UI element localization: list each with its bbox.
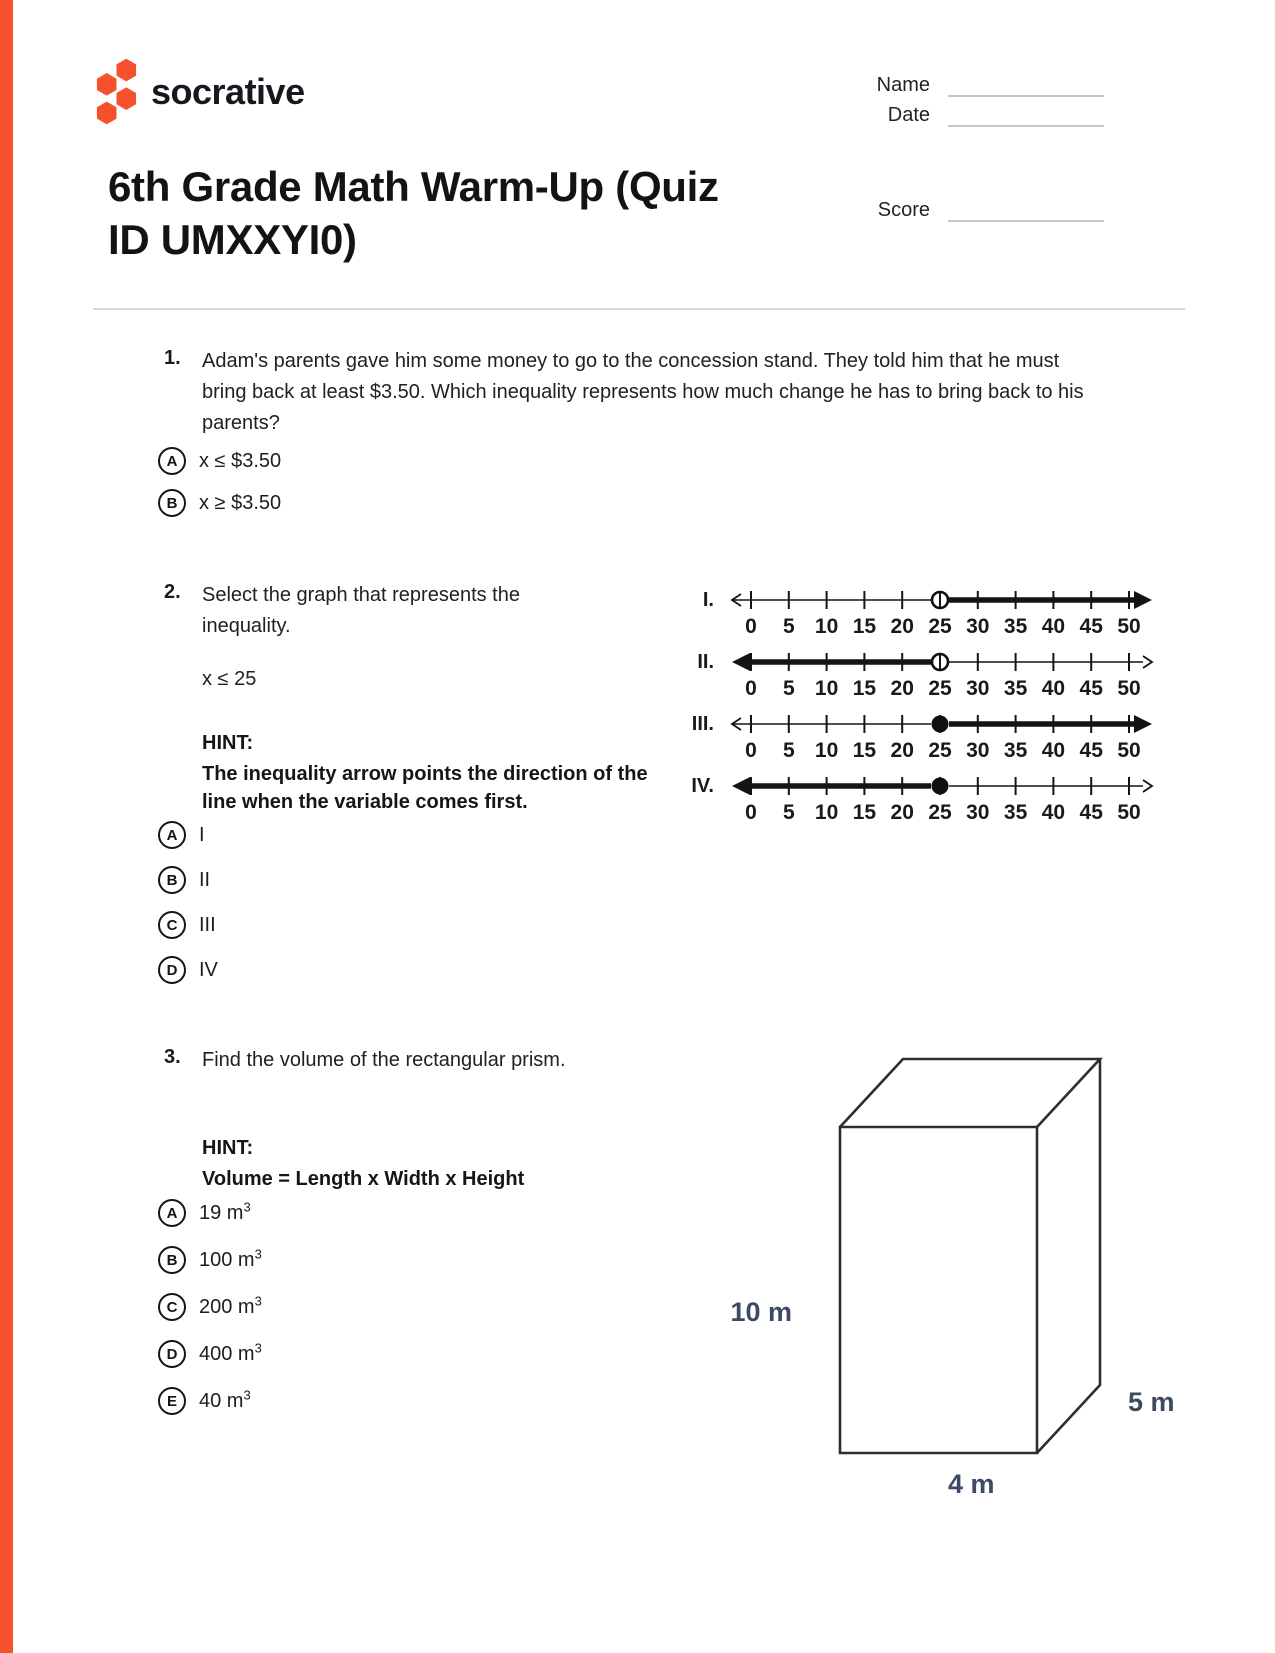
svg-text:5: 5 — [782, 677, 795, 700]
svg-text:5: 5 — [782, 739, 795, 762]
option-bubble[interactable]: B — [158, 866, 186, 894]
prism-depth-label: 5 m — [1128, 1387, 1175, 1417]
number-line-graph — [722, 650, 1162, 700]
socrative-hexagons-icon — [96, 58, 137, 125]
date-label: Date — [887, 104, 930, 126]
q3-hint-text: Volume = Length x Width x Height — [202, 1168, 525, 1190]
option-b[interactable] — [158, 1246, 262, 1274]
svg-text:5: 5 — [782, 801, 795, 824]
option-a[interactable] — [158, 1199, 262, 1227]
rectangular-prism-figure — [700, 1040, 1220, 1510]
number-line-II — [658, 650, 1162, 700]
option-label: 100 $m^3$ — [199, 1245, 262, 1271]
svg-text:40: 40 — [1041, 615, 1066, 638]
number-line-graph — [722, 588, 1162, 638]
svg-text:45: 45 — [1079, 739, 1103, 762]
svg-text:30: 30 — [966, 677, 990, 700]
number-line-graph — [722, 712, 1162, 762]
page-title — [108, 160, 719, 266]
option-label: 19 $m^3$ — [199, 1198, 251, 1224]
svg-text:35: 35 — [1003, 615, 1028, 638]
svg-text:45: 45 — [1079, 615, 1103, 638]
svg-text:15: 15 — [852, 739, 877, 762]
option-bubble[interactable]: A — [158, 821, 186, 849]
svg-text:20: 20 — [890, 739, 914, 762]
score-input-line[interactable] — [948, 198, 1104, 222]
date-field — [858, 103, 1104, 127]
svg-text:45: 45 — [1079, 801, 1103, 824]
option-bubble[interactable]: C — [158, 1293, 186, 1321]
q1-number: 1. — [164, 347, 181, 369]
prism-height-label: 10 m — [730, 1297, 792, 1327]
number-line-IV — [658, 774, 1162, 824]
svg-text:25: 25 — [928, 677, 952, 700]
option-bubble[interactable]: B — [158, 1246, 186, 1274]
score-field — [858, 198, 1104, 222]
svg-text:0: 0 — [745, 739, 757, 762]
svg-text:15: 15 — [852, 801, 877, 824]
svg-text:0: 0 — [745, 677, 757, 700]
svg-text:15: 15 — [852, 677, 877, 700]
logo-text: socrative — [151, 70, 305, 112]
number-line-roman-label: II. — [697, 651, 714, 673]
number-line-roman-label: IV. — [691, 775, 714, 797]
svg-text:0: 0 — [745, 801, 757, 824]
option-label: III — [199, 913, 216, 936]
option-bubble[interactable]: A — [158, 1199, 186, 1227]
prism-width-label: 4 m — [948, 1469, 995, 1499]
score-label: Score — [877, 199, 930, 221]
svg-text:50: 50 — [1117, 739, 1141, 762]
option-bubble[interactable]: B — [158, 489, 186, 517]
q3-hint-label: HINT: — [202, 1137, 254, 1159]
option-label: II — [199, 868, 211, 891]
socrative-logo — [96, 58, 305, 125]
svg-text:30: 30 — [966, 615, 990, 638]
svg-text:10: 10 — [814, 801, 839, 824]
number-line-I — [658, 588, 1162, 638]
svg-text:35: 35 — [1003, 739, 1028, 762]
number-line-roman-label: III. — [691, 713, 714, 735]
option-bubble[interactable]: C — [158, 911, 186, 939]
svg-text:5: 5 — [782, 615, 795, 638]
svg-text:20: 20 — [890, 677, 914, 700]
svg-text:20: 20 — [890, 801, 914, 824]
svg-text:50: 50 — [1117, 677, 1141, 700]
q2-inequality-expression: x ≤ 25 — [202, 668, 257, 690]
svg-text:10: 10 — [814, 677, 839, 700]
svg-text:40: 40 — [1041, 739, 1066, 762]
q3-number: 3. — [164, 1046, 181, 1068]
q2-hint-text: The inequality arrow points the direction of the line when the variable comes first. — [202, 763, 648, 813]
q2-options — [158, 821, 218, 1001]
number-lines — [658, 588, 1198, 848]
svg-text:35: 35 — [1003, 801, 1028, 824]
svg-text:25: 25 — [928, 801, 952, 824]
q2-number: 2. — [164, 581, 181, 603]
q1-options — [158, 447, 281, 531]
option-c[interactable] — [158, 911, 218, 939]
option-a[interactable] — [158, 447, 281, 475]
q3-options — [158, 1199, 262, 1434]
name-field — [858, 73, 1104, 97]
svg-text:50: 50 — [1117, 801, 1141, 824]
number-line-III — [658, 712, 1162, 762]
option-b[interactable] — [158, 866, 218, 894]
number-line-roman-label: I. — [702, 589, 714, 611]
svg-text:50: 50 — [1117, 615, 1141, 638]
option-label: 200 $m^3$ — [199, 1292, 262, 1318]
date-input-line[interactable] — [948, 103, 1104, 127]
svg-text:25: 25 — [928, 615, 952, 638]
page-title-line2: ID UMXXYI0) — [108, 216, 357, 263]
option-c[interactable] — [158, 1293, 262, 1321]
option-d[interactable] — [158, 1340, 262, 1368]
option-a[interactable] — [158, 821, 218, 849]
svg-text:40: 40 — [1041, 677, 1066, 700]
option-e[interactable] — [158, 1387, 262, 1415]
option-label: I — [199, 823, 205, 846]
number-line-graph — [722, 774, 1162, 824]
left-accent-bar — [0, 0, 13, 1653]
header-divider — [93, 308, 1185, 310]
page-title-line1: 6th Grade Math Warm-Up (Quiz — [108, 163, 719, 210]
svg-text:25: 25 — [928, 739, 952, 762]
svg-text:35: 35 — [1003, 677, 1028, 700]
q3-text: Find the volume of the rectangular prism. — [202, 1049, 566, 1071]
option-label: x ≤ $3.50 — [199, 449, 282, 472]
svg-text:30: 30 — [966, 801, 990, 824]
option-bubble[interactable]: E — [158, 1387, 186, 1415]
svg-text:40: 40 — [1041, 801, 1066, 824]
svg-text:20: 20 — [890, 615, 914, 638]
svg-text:10: 10 — [814, 615, 839, 638]
option-label: IV — [199, 958, 218, 981]
option-label: x ≥ $3.50 — [199, 491, 282, 514]
svg-text:15: 15 — [852, 615, 877, 638]
svg-text:45: 45 — [1079, 677, 1103, 700]
option-bubble[interactable]: D — [158, 1340, 186, 1368]
svg-text:0: 0 — [745, 615, 757, 638]
option-d[interactable] — [158, 956, 218, 984]
name-input-line[interactable] — [948, 73, 1104, 97]
name-label: Name — [876, 74, 930, 96]
q2-hint-label: HINT: — [202, 732, 254, 754]
option-label: 400 $m^3$ — [199, 1339, 262, 1365]
option-b[interactable] — [158, 489, 281, 517]
option-bubble[interactable]: A — [158, 447, 186, 475]
option-bubble[interactable]: D — [158, 956, 186, 984]
q1-text: Adam's parents gave him some money to go to the concession stand. They told him that he must bring back at least $3.50. Which inequality represents how much change he has to bring back to his parents? — [202, 350, 1084, 434]
option-label: 40 $m^3$ — [199, 1386, 251, 1412]
q2-text: Select the graph that represents the inequality. — [202, 584, 520, 637]
svg-text:10: 10 — [814, 739, 839, 762]
svg-text:30: 30 — [966, 739, 990, 762]
